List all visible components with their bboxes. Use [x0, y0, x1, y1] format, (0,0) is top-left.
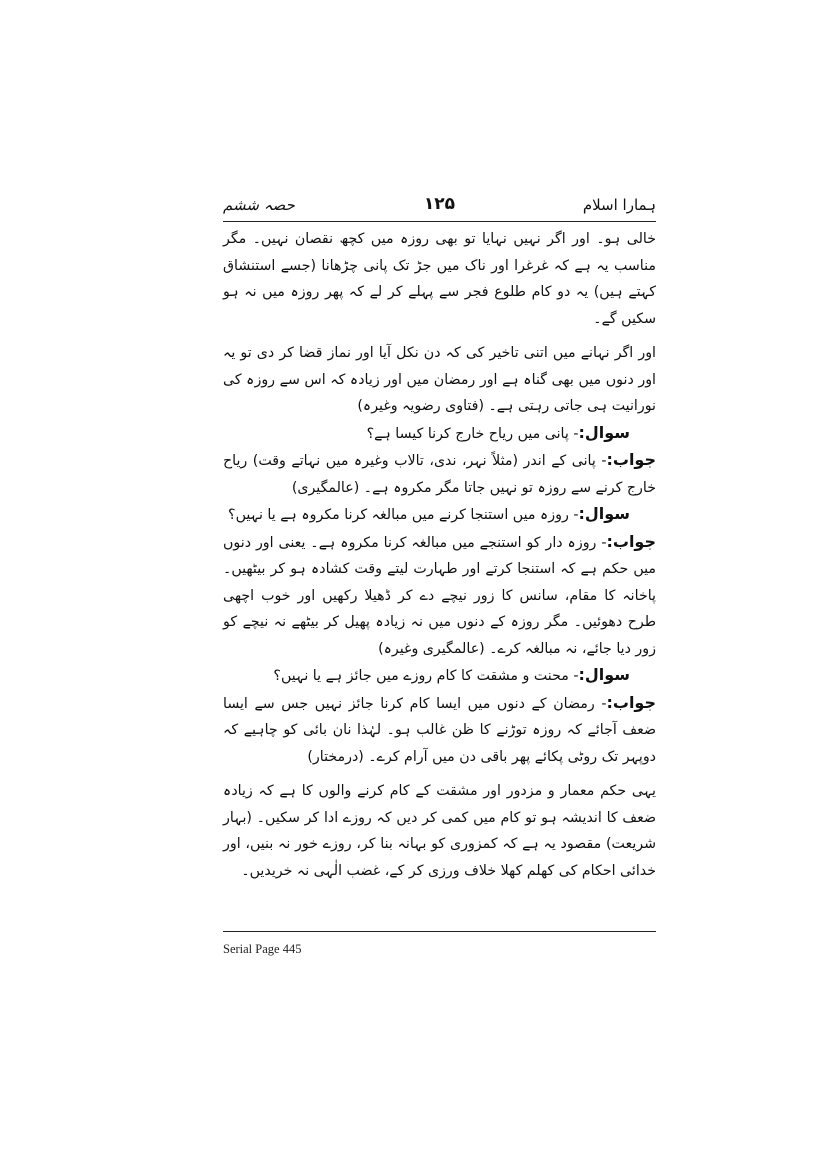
answer-3: [223, 690, 656, 771]
question-3: [223, 662, 656, 690]
paragraph-3: یہی حکم معمار و مزدور اور مشقت کے کام کرنے والوں کا ہے کہ زیادہ ضعف کا اندیشہ ہو تو کام میں کمی کر دیں کہ روزے ادا کر سکیں۔ (بہار شریعت) مقصود یہ ہے کہ کمزوری کو بہانہ بنا کر، روزے خور نہ بنیں، اور خدائی احکام کی کھلم کھلا خلاف ورزی کر کے، غضب الٰہی نہ خریدیں۔: [223, 783, 656, 879]
question-text: - روزہ میں استنجا کرنے میں مبالغہ کرنا مکروہ ہے یا نہیں؟: [228, 507, 579, 523]
question-label: سوال:: [578, 665, 630, 684]
question-1: [223, 420, 656, 448]
question-text: - پانی میں ریاح خارج کرنا کیسا ہے؟: [366, 425, 579, 442]
answer-text: - پانی کے اندر (مثلاً نہر، ندی، تالاب وغیرہ میں نہاتے وقت) ریاح خارج کرنے سے روزہ تو نہیں جاتا مگر مکروہ ہے۔ (عالمگیری): [223, 453, 656, 496]
page-number: ۱۲۵: [423, 194, 456, 214]
question-label: سوال:: [578, 422, 630, 442]
question-label: سوال:: [578, 504, 630, 523]
answer-text: - رمضان کے دنوں میں ایسا کام کرنا جائز نہیں جس سے ایسا ضعف آجائے کہ روزہ توڑنے کا ظن غالب ہو۔ لہٰذا نان بائی کو چاہیے کہ دوپہر تک روٹی پکائے پھر باقی دن میں آرام کرے۔ (درمختار): [223, 695, 656, 765]
header-divider: [223, 221, 656, 222]
book-title: ہمارا اسلام: [582, 196, 656, 214]
answer-label: جواب:: [606, 692, 656, 712]
answer-text: - روزہ دار کو استنجے میں مبالغہ کرنا مکروہ ہے۔ یعنی اور دنوں میں حکم ہے کہ استنجا کرتے اور طہارت لیتے وقت کشادہ ہو کر بیٹھیں۔ پاخانہ کا مقام، سانس کا زور نیچے دے کر ڈھیلا رکھیں اور خوب اچھی طرح دھوئیں۔ مگر روزہ کے دنوں میں نہ زیادہ پھیل کر بیٹھے نہ نیچے کو زور دیا جائے، نہ مبالغہ کرے۔ (عالمگیری وغیرہ): [223, 534, 656, 657]
question-2: [223, 501, 656, 529]
section-label: حصہ ششم: [223, 196, 295, 214]
footer-divider: [223, 931, 656, 932]
question-text: - محنت و مشقت کا کام روزے میں جائز ہے یا نہیں؟: [273, 668, 579, 684]
paragraph-2: اور اگر نہانے میں اتنی تاخیر کی کہ دن نکل آیا اور نماز قضا کر دی تو یہ اور دنوں میں بھی گناہ ہے اور رمضان میں اور زیادہ کہ اس سے روزہ کی نورانیت ہی جاتی رہتی ہے۔ (فتاوی رضویہ وغیرہ): [223, 345, 656, 414]
paragraph-1: خالی ہو۔ اور اگر نہیں نہایا تو بھی روزہ میں کچھ نقصان نہیں۔ مگر مناسب یہ ہے کہ غرغرا اور ناک میں جڑ تک پانی چڑھانا (جسے استنشاق کہتے ہیں) یہ دو کام طلوع فجر سے پہلے کر لے کہ پھر روزہ میں نہ ہو سکیں گے۔: [223, 231, 656, 327]
answer-2: [223, 529, 656, 663]
page-header: [223, 196, 656, 218]
page-body: [223, 226, 656, 884]
answer-label: جواب:: [606, 531, 656, 551]
serial-page-label: Serial Page 445: [223, 942, 302, 956]
answer-label: جواب:: [606, 450, 656, 469]
answer-1: [223, 447, 656, 501]
